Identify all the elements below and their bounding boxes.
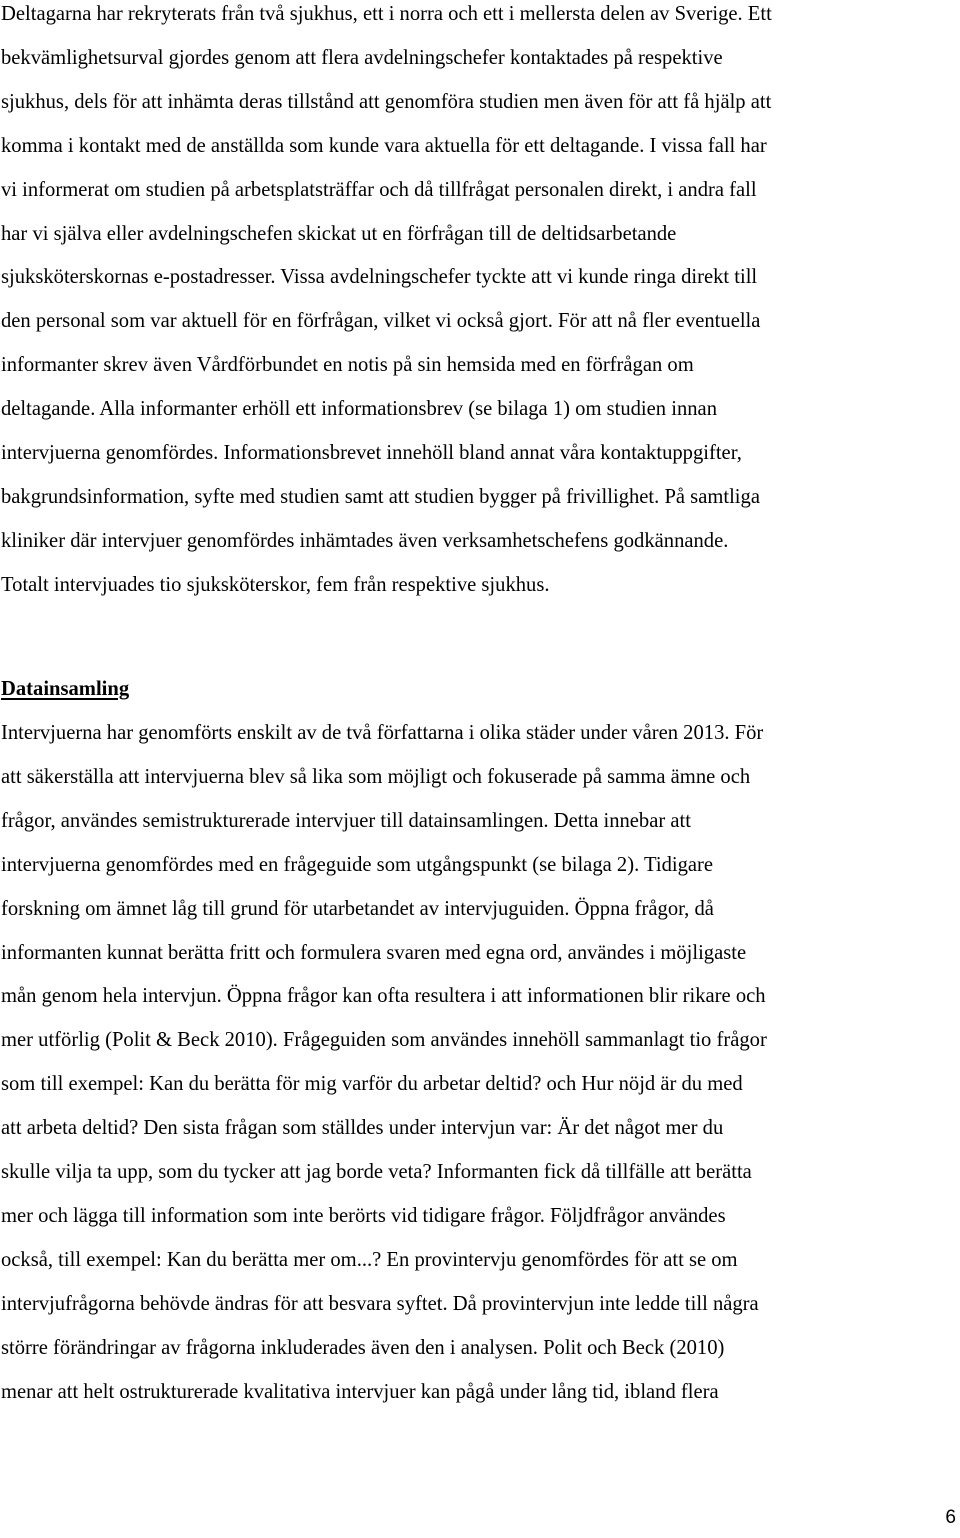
text-line: som till exempel: Kan du berätta för mig varför du arbetar deltid? och Hur nöjd är du med [1, 1073, 743, 1096]
text-line: större förändringar av frågorna inkluderades även den i analysen. Polit och Beck (2010) [1, 1336, 725, 1359]
text-line: intervjuerna genomfördes med en frågeguide som utgångspunkt (se bilaga 2). Tidigare [1, 853, 714, 876]
text-line: den personal som var aktuell för en förfrågan, vilket vi också gjort. För att nå fler eventuella [1, 310, 761, 333]
text-line: bekvämlighetsurval gjordes genom att flera avdelningschefer kontaktades på respektive [1, 46, 723, 69]
text-line: Deltagarna har rekryterats från två sjukhus, ett i norra och ett i mellersta delen av Sverige. Ett [1, 3, 772, 25]
text-line: vi informerat om studien på arbetsplatsträffar och då tillfrågat personalen direkt, i andra fall [1, 178, 757, 201]
text-line: Intervjuerna har genomförts enskilt av de två författarna i olika städer under våren 2013. För [1, 722, 764, 744]
text-line: att säkerställa att intervjuerna blev så lika som möjligt och fokuserade på samma ämne och [1, 765, 751, 788]
text-line: menar att helt ostrukturerade kvalitativa intervjuer kan pågå under lång tid, ibland flera [1, 1380, 719, 1403]
text-line: kliniker där intervjuer genomfördes inhämtades även verksamhetschefens godkännande. [1, 529, 729, 552]
text-line: mer utförlig (Polit & Beck 2010). Frågeguiden som användes innehöll sammanlagt tio frågor [1, 1029, 767, 1052]
text-line: intervjuerna genomfördes. Informationsbrevet innehöll bland annat våra kontaktuppgifter, [1, 442, 742, 465]
text-line: mån genom hela intervjun. Öppna frågor kan ofta resultera i att informationen blir rikare och [1, 985, 766, 1008]
text-line: att arbeta deltid? Den sista frågan som ställdes under intervjun var: Är det något mer du [1, 1117, 724, 1140]
text-line: Totalt intervjuades tio sjuksköterskor, fem från respektive sjukhus. [1, 573, 550, 596]
text-line: mer och lägga till information som inte berörts vid tidigare frågor. Följdfrågor användes [1, 1204, 726, 1227]
text-line: informanten kunnat berätta fritt och formulera svaren med egna ord, användes i möjligaste [1, 941, 747, 964]
page-number: 6 [945, 1507, 956, 1528]
text-line: också, till exempel: Kan du berätta mer om...? En provintervju genomfördes för att se om [1, 1248, 738, 1271]
paragraph-participants [1, 0, 772, 608]
text-line: bakgrundsinformation, syfte med studien samt att studien bygger på frivillighet. På samtliga [1, 485, 760, 508]
text-line: informanter skrev även Vårdförbundet en notis på sin hemsida med en förfrågan om [1, 354, 694, 377]
paragraph-data-collection [1, 712, 767, 1415]
section-heading-datainsamling: Datainsamling [1, 678, 130, 700]
text-line: intervjufrågorna behövde ändras för att besvara syftet. Då provintervjun inte ledde till några [1, 1292, 759, 1315]
text-line: sjukhus, dels för att inhämta deras tillstånd att genomföra studien men även för att få hjälp att [1, 90, 772, 113]
text-line: deltagande. Alla informanter erhöll ett informationsbrev (se bilaga 1) om studien innan [1, 398, 717, 421]
text-line: sjuksköterskornas e-postadresser. Vissa avdelningschefer tyckte att vi kunde ringa direkt till [1, 266, 758, 289]
text-line: skulle vilja ta upp, som du tycker att jag borde veta? Informanten fick då tillfälle att berätta [1, 1161, 752, 1184]
text-line: har vi själva eller avdelningschefen skickat ut en förfrågan till de deltidsarbetande [1, 222, 677, 245]
text-line: forskning om ämnet låg till grund för utarbetandet av intervjuguiden. Öppna frågor, då [1, 897, 714, 920]
text-line: frågor, användes semistrukturerade intervjuer till datainsamlingen. Detta innebar att [1, 809, 691, 832]
text-line: komma i kontakt med de anställda som kunde vara aktuella för ett deltagande. I vissa fall har [1, 134, 767, 157]
